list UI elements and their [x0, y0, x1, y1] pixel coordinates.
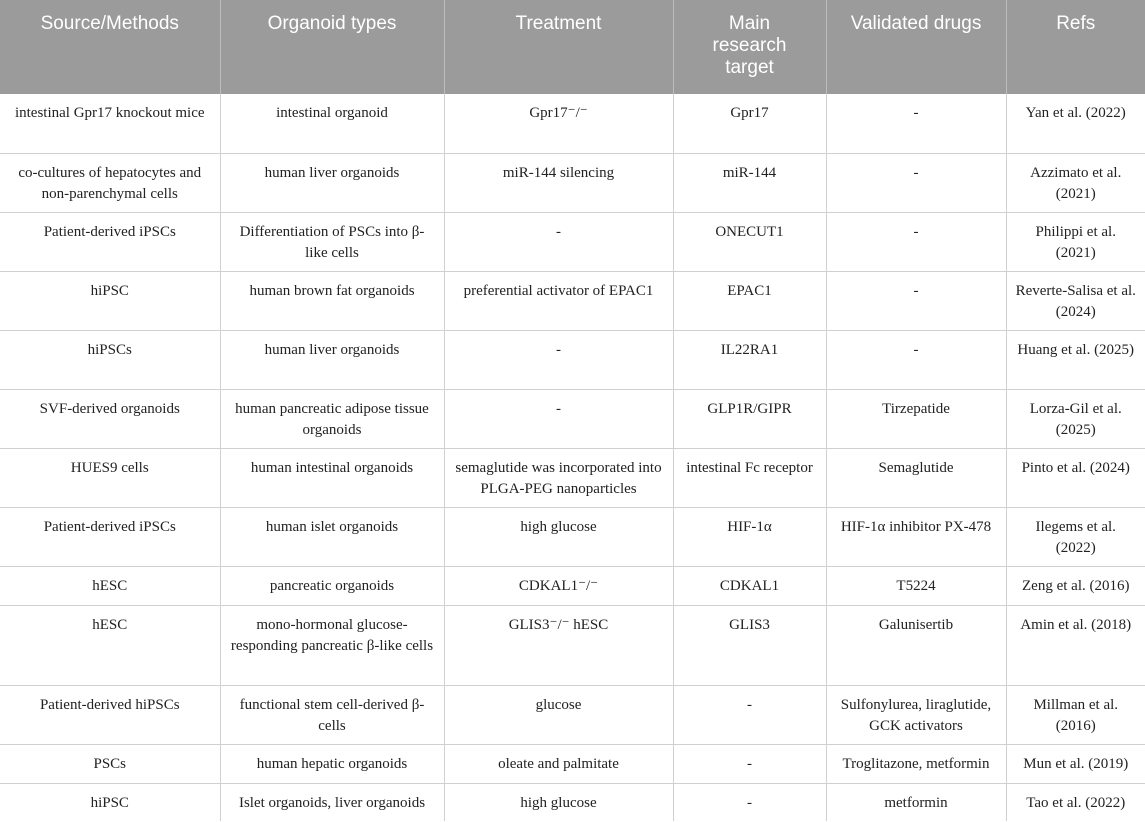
cell-organoid-type: human hepatic organoids — [220, 744, 444, 783]
cell-ref: Zeng et al. (2016) — [1006, 566, 1145, 605]
cell-ref: Azzimato et al. (2021) — [1006, 153, 1145, 212]
cell-source: Patient-derived iPSCs — [0, 212, 220, 271]
cell-ref: Lorza-Gil et al. (2025) — [1006, 389, 1145, 448]
cell-target: GLP1R/GIPR — [673, 389, 826, 448]
cell-drugs: HIF-1α inhibitor PX-478 — [826, 507, 1006, 566]
cell-drugs: Troglitazone, metformin — [826, 744, 1006, 783]
cell-drugs: metformin — [826, 783, 1006, 821]
cell-treatment: Gpr17⁻/⁻ — [444, 94, 673, 153]
header-treatment: Treatment — [444, 0, 673, 94]
cell-ref: Mun et al. (2019) — [1006, 744, 1145, 783]
cell-treatment: CDKAL1⁻/⁻ — [444, 566, 673, 605]
cell-source: SVF-derived organoids — [0, 389, 220, 448]
cell-source: hiPSCs — [0, 330, 220, 389]
cell-source: Patient-derived hiPSCs — [0, 685, 220, 744]
cell-source: HUES9 cells — [0, 448, 220, 507]
cell-target: miR-144 — [673, 153, 826, 212]
cell-treatment: high glucose — [444, 507, 673, 566]
table-row — [0, 605, 1145, 685]
cell-treatment: - — [444, 389, 673, 448]
cell-organoid-type: human liver organoids — [220, 330, 444, 389]
cell-organoid-type: pancreatic organoids — [220, 566, 444, 605]
cell-source: co-cultures of hepatocytes and non-parenchymal cells — [0, 153, 220, 212]
cell-treatment: miR-144 silencing — [444, 153, 673, 212]
cell-treatment: high glucose — [444, 783, 673, 821]
cell-ref: Tao et al. (2022) — [1026, 794, 1126, 811]
cell-ref: Pinto et al. (2024) — [1006, 448, 1145, 507]
cell-organoid-type: human brown fat organoids — [220, 271, 444, 330]
cell-drugs: - — [826, 153, 1006, 212]
cell-organoid-type: mono-hormonal glucose-responding pancreatic β-like cells — [220, 605, 444, 685]
cell-drugs: Tirzepatide — [826, 389, 1006, 448]
table-row — [0, 389, 1145, 448]
cell-target: IL22RA1 — [673, 330, 826, 389]
cell-target: CDKAL1 — [673, 566, 826, 605]
cell-source: PSCs — [0, 744, 220, 783]
cell-treatment: - — [444, 330, 673, 389]
header-validated-drugs: Validated drugs — [826, 0, 1006, 94]
table-row — [0, 271, 1145, 330]
cell-drugs: Galunisertib — [826, 605, 1006, 685]
cell-organoid-type: Islet organoids, liver organoids — [220, 783, 444, 821]
cell-target: ONECUT1 — [673, 212, 826, 271]
cell-treatment: semaglutide was incorporated into PLGA-PEG nanoparticles — [444, 448, 673, 507]
cell-drugs: Semaglutide — [826, 448, 1006, 507]
table-row — [0, 783, 1145, 821]
cell-drugs: Sulfonylurea, liraglutide, GCK activators — [826, 685, 1006, 744]
cell-source: hESC — [0, 605, 220, 685]
table-row — [0, 212, 1145, 271]
table-row — [0, 744, 1145, 783]
cell-drugs: - — [826, 94, 1006, 153]
cell-organoid-type: human intestinal organoids — [220, 448, 444, 507]
table-row — [0, 685, 1145, 744]
cell-target: EPAC1 — [673, 271, 826, 330]
cell-target: - — [673, 783, 826, 821]
cell-organoid-type: human islet organoids — [220, 507, 444, 566]
cell-target: intestinal Fc receptor — [673, 448, 826, 507]
cell-treatment: preferential activator of EPAC1 — [444, 271, 673, 330]
cell-organoid-type: Differentiation of PSCs into β-like cells — [220, 212, 444, 271]
cell-organoid-type: intestinal organoid — [220, 94, 444, 153]
cell-source: hiPSC — [0, 783, 220, 821]
cell-organoid-type: functional stem cell-derived β-cells — [220, 685, 444, 744]
header-source-methods: Source/Methods — [0, 0, 220, 94]
cell-ref: Yan et al. (2022) — [1006, 94, 1145, 153]
cell-treatment: oleate and palmitate — [444, 744, 673, 783]
cell-treatment: glucose — [444, 685, 673, 744]
table-row — [0, 566, 1145, 605]
cell-drugs: - — [826, 271, 1006, 330]
cell-source: hiPSC — [0, 271, 220, 330]
cell-ref: Ilegems et al. (2022) — [1006, 507, 1145, 566]
header-refs: Refs — [1006, 0, 1145, 94]
cell-treatment: - — [444, 212, 673, 271]
table-row — [0, 448, 1145, 507]
cell-target: - — [673, 685, 826, 744]
cell-drugs: - — [826, 212, 1006, 271]
cell-source: hESC — [0, 566, 220, 605]
cell-drugs: T5224 — [826, 566, 1006, 605]
header-main-research-target: Main research target — [673, 0, 826, 94]
cell-treatment: GLIS3⁻/⁻ hESC — [444, 605, 673, 685]
cell-organoid-type: human liver organoids — [220, 153, 444, 212]
table-row — [0, 153, 1145, 212]
table-row — [0, 330, 1145, 389]
table-row — [0, 507, 1145, 566]
cell-ref: Reverte-Salisa et al. (2024) — [1006, 271, 1145, 330]
cell-organoid-type: human pancreatic adipose tissue organoids — [220, 389, 444, 448]
cell-ref: Millman et al. (2016) — [1006, 685, 1145, 744]
cell-target: Gpr17 — [673, 94, 826, 153]
header-organoid-types: Organoid types — [220, 0, 444, 94]
cell-target: - — [673, 744, 826, 783]
table-row — [0, 94, 1145, 153]
cell-ref: Philippi et al. (2021) — [1006, 212, 1145, 271]
cell-source: Patient-derived iPSCs — [0, 507, 220, 566]
cell-ref: Amin et al. (2018) — [1006, 605, 1145, 685]
cell-target: GLIS3 — [673, 605, 826, 685]
cell-ref: Huang et al. (2025) — [1006, 330, 1145, 389]
cell-drugs: - — [826, 330, 1006, 389]
header-row — [0, 0, 1145, 94]
cell-target: HIF-1α — [673, 507, 826, 566]
cell-source: intestinal Gpr17 knockout mice — [0, 94, 220, 153]
